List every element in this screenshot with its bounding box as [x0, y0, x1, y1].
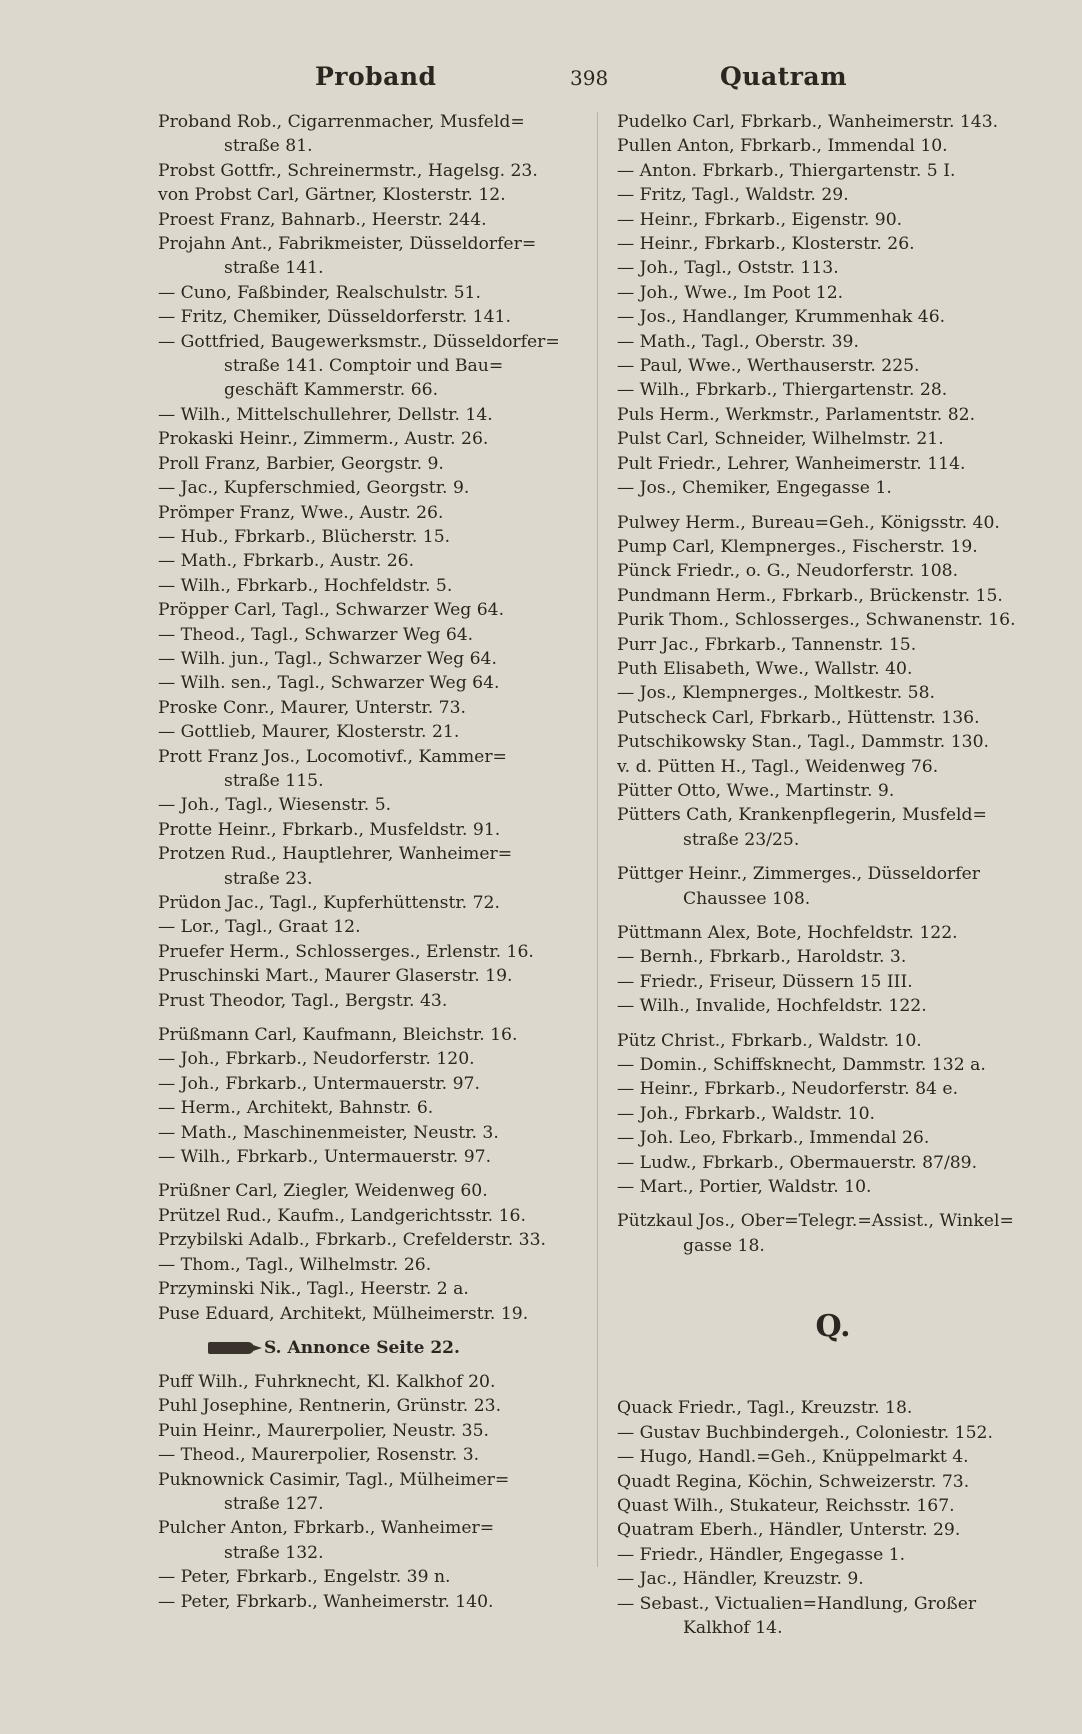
entry-line: — Domin., Schiffsknecht, Dammstr. 132 a. — [617, 1055, 986, 1076]
entry-line: Quast Wilh., Stukateur, Reichsstr. 167. — [617, 1495, 955, 1516]
entry-line: — Gottfried, Baugewerksmstr., Düsseldorfer= — [158, 331, 560, 352]
directory-entry — [158, 818, 590, 842]
directory-entry — [617, 183, 1049, 207]
directory-entry — [158, 1302, 590, 1326]
directory-entry — [617, 134, 1049, 158]
entry-line: Pundmann Herm., Fbrkarb., Brückenstr. 15. — [617, 585, 1003, 606]
directory-entry — [617, 633, 1049, 657]
directory-entry — [158, 525, 590, 549]
entry-line: — Wilh., Mittelschullehrer, Dellstr. 14. — [158, 404, 493, 425]
left-entry-list — [158, 110, 590, 1326]
directory-entry — [158, 940, 590, 964]
directory-entry — [617, 1567, 1049, 1591]
directory-entry — [617, 281, 1049, 305]
directory-entry — [158, 1145, 590, 1169]
directory-entry — [158, 1047, 590, 1071]
entry-line: Pruschinski Mart., Maurer Glaserstr. 19. — [158, 966, 513, 987]
directory-entry — [617, 232, 1049, 256]
entry-line: — Wilh., Fbrkarb., Untermauerstr. 97. — [158, 1147, 492, 1168]
entry-line: — Lor., Tagl., Graat 12. — [158, 917, 361, 938]
entry-line: — Jos., Handlanger, Krummenhak 46. — [617, 307, 946, 328]
directory-entry — [158, 1277, 590, 1301]
directory-entry — [158, 964, 590, 988]
entry-line: Püttger Heinr., Zimmerges., Düsseldorfer — [617, 864, 981, 885]
entry-continuation: Chaussee 108. — [683, 888, 811, 909]
entry-line: Przyminski Nik., Tagl., Heerstr. 2 a. — [158, 1279, 469, 1300]
entry-continuation: geschäft Kammerstr. 66. — [224, 380, 439, 401]
entry-line: — Gustav Buchbindergeh., Coloniestr. 152. — [617, 1422, 993, 1443]
entry-line: — Hub., Fbrkarb., Blücherstr. 15. — [158, 526, 451, 547]
directory-entry — [158, 1179, 590, 1203]
directory-entry — [617, 1445, 1049, 1469]
entry-line: — Bernh., Fbrkarb., Haroldstr. 3. — [617, 947, 907, 968]
entry-line: Pulwey Herm., Bureau=Geh., Königsstr. 40. — [617, 512, 1000, 533]
entry-line: — Jac., Kupferschmied, Georgstr. 9. — [158, 478, 470, 499]
entry-line: Prüßner Carl, Ziegler, Weidenweg 60. — [158, 1181, 488, 1202]
entry-line: Prokaski Heinr., Zimmerm., Austr. 26. — [158, 429, 489, 450]
entry-line: — Joh., Fbrkarb., Neudorferstr. 120. — [158, 1049, 475, 1070]
directory-entry — [158, 720, 590, 744]
entry-line: Pudelko Carl, Fbrkarb., Wanheimerstr. 143. — [617, 112, 999, 132]
directory-entry — [158, 1419, 590, 1443]
directory-entry — [617, 452, 1049, 476]
entry-line: Pulcher Anton, Fbrkarb., Wanheimer= — [158, 1518, 495, 1539]
entry-line: Pump Carl, Klempnerges., Fischerstr. 19. — [617, 536, 978, 557]
directory-entry — [158, 989, 590, 1013]
entry-continuation: straße 127. — [224, 1493, 324, 1514]
entry-line: — Cuno, Faßbinder, Realschulstr. 51. — [158, 282, 481, 303]
entry-line: Proest Franz, Bahnarb., Heerstr. 244. — [158, 209, 487, 230]
annonce-notice — [208, 1335, 590, 1361]
entry-line: — Math., Tagl., Oberstr. 39. — [617, 331, 859, 352]
entry-line: Quack Friedr., Tagl., Kreuzstr. 18. — [617, 1398, 913, 1419]
entry-line: — Theod., Tagl., Schwarzer Weg 64. — [158, 624, 474, 645]
directory-entry — [617, 706, 1049, 730]
entry-line: — Gottlieb, Maurer, Klosterstr. 21. — [158, 722, 460, 743]
entry-line: — Joh., Tagl., Wiesenstr. 5. — [158, 795, 392, 816]
directory-entry — [158, 403, 590, 427]
entry-line: Pulst Carl, Schneider, Wilhelmstr. 21. — [617, 429, 944, 450]
pointing-hand-icon — [208, 1342, 254, 1354]
entry-line: von Probst Carl, Gärtner, Klosterstr. 12. — [158, 185, 506, 206]
entry-line: — Jos., Chemiker, Engegasse 1. — [617, 478, 892, 499]
entry-line: Puhl Josephine, Rentnerin, Grünstr. 23. — [158, 1396, 502, 1417]
directory-entry — [158, 598, 590, 622]
directory-entry — [617, 945, 1049, 969]
right-column — [617, 110, 1049, 1640]
entry-line: — Wilh., Fbrkarb., Thiergartenstr. 28. — [617, 380, 948, 401]
directory-entry — [158, 1516, 590, 1565]
directory-entry — [617, 779, 1049, 803]
entry-line: Quadt Regina, Köchin, Schweizerstr. 73. — [617, 1471, 970, 1492]
directory-entry — [617, 1175, 1049, 1199]
directory-entry — [617, 511, 1049, 535]
directory-entry — [158, 452, 590, 476]
entry-line: — Paul, Wwe., Werthauserstr. 225. — [617, 356, 920, 377]
directory-entry — [158, 1072, 590, 1096]
directory-entry — [617, 994, 1049, 1018]
directory-entry — [158, 1565, 590, 1589]
entry-line: Proske Conr., Maurer, Unterstr. 73. — [158, 697, 467, 718]
directory-entry — [617, 427, 1049, 451]
entry-line: — Math., Maschinenmeister, Neustr. 3. — [158, 1122, 499, 1143]
entry-line: Przybilski Adalb., Fbrkarb., Crefelderstr. 33. — [158, 1230, 546, 1251]
entry-line: Prust Theodor, Tagl., Bergstr. 43. — [158, 990, 448, 1011]
entry-line: Pünck Friedr., o. G., Neudorferstr. 108. — [617, 561, 959, 582]
page-number: 398 — [570, 66, 609, 90]
entry-continuation: straße 132. — [224, 1542, 324, 1563]
directory-entry — [617, 330, 1049, 354]
entry-line: Pütter Otto, Wwe., Martinstr. 9. — [617, 780, 895, 801]
entry-line: — Joh., Fbrkarb., Untermauerstr. 97. — [158, 1073, 480, 1094]
directory-entry — [158, 1468, 590, 1517]
entry-line: Pruefer Herm., Schlosserges., Erlenstr. 16. — [158, 941, 534, 962]
directory-entry — [158, 1096, 590, 1120]
directory-entry — [158, 1023, 590, 1047]
entry-line: — Herm., Architekt, Bahnstr. 6. — [158, 1098, 434, 1119]
directory-entry — [158, 1370, 590, 1394]
directory-entry — [617, 1421, 1049, 1445]
directory-entry — [158, 427, 590, 451]
entry-line: Puff Wilh., Fuhrknecht, Kl. Kalkhof 20. — [158, 1371, 496, 1392]
entry-continuation: straße 23/25. — [683, 829, 800, 850]
entry-line: — Wilh., Invalide, Hochfeldstr. 122. — [617, 996, 927, 1017]
entry-line: — Theod., Maurerpolier, Rosenstr. 3. — [158, 1445, 480, 1466]
directory-entry — [158, 671, 590, 695]
directory-entry — [617, 1592, 1049, 1641]
directory-entry — [158, 208, 590, 232]
directory-entry — [617, 1151, 1049, 1175]
directory-entry — [617, 862, 1049, 911]
directory-entry — [617, 110, 1049, 134]
entry-line: Prützel Rud., Kaufm., Landgerichtsstr. 16. — [158, 1205, 526, 1226]
directory-entry — [158, 1228, 590, 1252]
directory-entry — [617, 403, 1049, 427]
directory-entry — [158, 696, 590, 720]
entry-line: — Anton. Fbrkarb., Thiergartenstr. 5 I. — [617, 160, 956, 181]
directory-entry — [158, 330, 590, 403]
entry-line: — Peter, Fbrkarb., Engelstr. 39 n. — [158, 1567, 451, 1588]
entry-line: Protte Heinr., Fbrkarb., Musfeldstr. 91. — [158, 819, 501, 840]
directory-entry — [617, 730, 1049, 754]
entry-line: — Jac., Händler, Kreuzstr. 9. — [617, 1569, 864, 1590]
entry-line: — Joh., Wwe., Im Poot 12. — [617, 282, 844, 303]
directory-entry — [617, 1396, 1049, 1420]
directory-entry — [158, 1590, 590, 1614]
entry-line: Püttmann Alex, Bote, Hochfeldstr. 122. — [617, 923, 958, 943]
entry-line: — Wilh. sen., Tagl., Schwarzer Weg 64. — [158, 673, 500, 694]
right-entry-list — [617, 110, 1049, 1258]
left-entry-list-after — [158, 1370, 590, 1614]
directory-entry — [617, 803, 1049, 852]
entry-line: — Joh. Leo, Fbrkarb., Immendal 26. — [617, 1128, 930, 1149]
entry-line: — Joh., Tagl., Oststr. 113. — [617, 258, 839, 279]
directory-entry — [158, 842, 590, 891]
entry-line: Prüdon Jac., Tagl., Kupferhüttenstr. 72. — [158, 893, 500, 913]
entry-line: Prott Franz Jos., Locomotivf., Kammer= — [158, 746, 507, 767]
entry-line: — Jos., Klempnerges., Moltkestr. 58. — [617, 683, 936, 704]
entry-line: Protzen Rud., Hauptlehrer, Wanheimer= — [158, 844, 513, 865]
entry-line: — Heinr., Fbrkarb., Klosterstr. 26. — [617, 234, 915, 255]
entry-line: — Hugo, Handl.=Geh., Knüppelmarkt 4. — [617, 1447, 969, 1468]
directory-entry — [158, 1253, 590, 1277]
entry-line: Pröpper Carl, Tagl., Schwarzer Weg 64. — [158, 600, 505, 621]
directory-entry — [158, 501, 590, 525]
directory-entry — [158, 476, 590, 500]
entry-line: Puls Herm., Werkmstr., Parlamentstr. 82. — [617, 404, 976, 425]
directory-entry — [158, 110, 590, 159]
entry-line: — Peter, Fbrkarb., Wanheimerstr. 140. — [158, 1591, 494, 1612]
directory-entry — [617, 1102, 1049, 1126]
entry-continuation: Kalkhof 14. — [683, 1617, 783, 1638]
entry-continuation: straße 141. Comptoir und Bau= — [224, 356, 504, 377]
entry-line: Puse Eduard, Architekt, Mülheimerstr. 19. — [158, 1303, 529, 1324]
directory-entry — [158, 232, 590, 281]
directory-entry — [158, 915, 590, 939]
directory-entry — [617, 476, 1049, 500]
entry-continuation: straße 115. — [224, 770, 324, 791]
entry-continuation: straße 23. — [224, 868, 313, 889]
entry-line: Pütters Cath, Krankenpflegerin, Musfeld= — [617, 805, 987, 826]
directory-entry — [617, 1029, 1049, 1053]
entry-line: Purr Jac., Fbrkarb., Tannenstr. 15. — [617, 634, 917, 655]
entry-line: Probst Gottfr., Schreinermstr., Hagelsg. 23. — [158, 160, 538, 181]
entry-line: Pullen Anton, Fbrkarb., Immendal 10. — [617, 136, 948, 157]
entry-line: — Friedr., Friseur, Düssern 15 III. — [617, 971, 913, 992]
directory-entry — [617, 755, 1049, 779]
directory-entry — [617, 608, 1049, 632]
entry-line: — Friedr., Händler, Engegasse 1. — [617, 1544, 906, 1565]
entry-line: — Math., Fbrkarb., Austr. 26. — [158, 551, 415, 572]
entry-line: — Heinr., Fbrkarb., Eigenstr. 90. — [617, 209, 903, 230]
header-right-keyword: Quatram — [720, 62, 848, 91]
entry-line: — Sebast., Victualien=Handlung, Großer — [617, 1593, 977, 1614]
directory-entry — [617, 1053, 1049, 1077]
directory-entry — [617, 305, 1049, 329]
directory-entry — [617, 256, 1049, 280]
directory-entry — [158, 891, 590, 915]
section-letter: Q. — [815, 1309, 851, 1345]
entry-line: Prüßmann Carl, Kaufmann, Bleichstr. 16. — [158, 1025, 518, 1046]
entry-line: Proband Rob., Cigarrenmacher, Musfeld= — [158, 112, 525, 132]
directory-entry — [617, 1494, 1049, 1518]
directory-entry — [158, 574, 590, 598]
directory-entry — [617, 657, 1049, 681]
directory-entry — [617, 584, 1049, 608]
entry-line: Purik Thom., Schlosserges., Schwanenstr. 16. — [617, 610, 1016, 631]
directory-entry — [617, 1543, 1049, 1567]
directory-entry — [617, 1126, 1049, 1150]
directory-entry — [158, 1121, 590, 1145]
directory-entry — [617, 208, 1049, 232]
entry-line: Pult Friedr., Lehrer, Wanheimerstr. 114. — [617, 453, 966, 474]
directory-entry — [158, 183, 590, 207]
left-column — [158, 110, 590, 1614]
directory-entry — [158, 647, 590, 671]
entry-line: Putschikowsky Stan., Tagl., Dammstr. 130. — [617, 732, 989, 753]
entry-line: Puin Heinr., Maurerpolier, Neustr. 35. — [158, 1420, 489, 1441]
directory-entry — [158, 305, 590, 329]
directory-entry — [158, 159, 590, 183]
entry-line: — Mart., Portier, Waldstr. 10. — [617, 1177, 872, 1198]
entry-line: — Thom., Tagl., Wilhelmstr. 26. — [158, 1254, 432, 1275]
header-left-keyword: Proband — [315, 62, 437, 91]
directory-entry — [617, 921, 1049, 945]
directory-entry — [617, 1209, 1049, 1258]
directory-entry — [617, 970, 1049, 994]
entry-continuation: straße 81. — [224, 136, 313, 157]
entry-line: — Joh., Fbrkarb., Waldstr. 10. — [617, 1103, 875, 1124]
directory-entry — [158, 793, 590, 817]
entry-line: Puknownick Casimir, Tagl., Mülheimer= — [158, 1469, 510, 1490]
directory-entry — [617, 681, 1049, 705]
entry-line: Putscheck Carl, Fbrkarb., Hüttenstr. 136. — [617, 707, 980, 728]
running-header — [150, 62, 870, 96]
entry-continuation: straße 141. — [224, 258, 324, 279]
entry-line: — Fritz, Chemiker, Düsseldorferstr. 141. — [158, 307, 511, 328]
entry-line: — Heinr., Fbrkarb., Neudorferstr. 84 e. — [617, 1079, 959, 1100]
directory-entry — [158, 745, 590, 794]
directory-entry — [158, 623, 590, 647]
entry-line: Puth Elisabeth, Wwe., Wallstr. 40. — [617, 658, 913, 679]
directory-entry — [617, 535, 1049, 559]
directory-entry — [158, 1204, 590, 1228]
column-divider — [597, 112, 598, 1567]
directory-entry — [617, 559, 1049, 583]
directory-entry — [158, 281, 590, 305]
directory-entry — [617, 1470, 1049, 1494]
entry-line: — Wilh. jun., Tagl., Schwarzer Weg 64. — [158, 648, 497, 669]
entry-line: Quatram Eberh., Händler, Unterstr. 29. — [617, 1520, 961, 1541]
annonce-text: S. Annonce Seite 22. — [264, 1337, 460, 1358]
entry-continuation: gasse 18. — [683, 1235, 765, 1256]
entry-line: Projahn Ant., Fabrikmeister, Düsseldorfer= — [158, 234, 537, 255]
entry-line: Prömper Franz, Wwe., Austr. 26. — [158, 502, 444, 523]
directory-entry — [158, 1394, 590, 1418]
directory-entry — [617, 159, 1049, 183]
directory-entry — [617, 1077, 1049, 1101]
directory-entry — [617, 1518, 1049, 1542]
directory-entry — [158, 549, 590, 573]
entry-line: — Wilh., Fbrkarb., Hochfeldstr. 5. — [158, 575, 453, 596]
right-entry-list-after — [617, 1396, 1049, 1640]
entry-line: Pützkaul Jos., Ober=Telegr.=Assist., Winkel= — [617, 1211, 1014, 1232]
entry-line: Pütz Christ., Fbrkarb., Waldstr. 10. — [617, 1030, 922, 1051]
directory-entry — [617, 378, 1049, 402]
directory-entry — [158, 1443, 590, 1467]
entry-line: — Fritz, Tagl., Waldstr. 29. — [617, 185, 849, 206]
entry-line: Proll Franz, Barbier, Georgstr. 9. — [158, 453, 444, 474]
directory-entry — [617, 354, 1049, 378]
entry-line: — Ludw., Fbrkarb., Obermauerstr. 87/89. — [617, 1152, 978, 1173]
entry-line: v. d. Pütten H., Tagl., Weidenweg 76. — [617, 756, 939, 777]
